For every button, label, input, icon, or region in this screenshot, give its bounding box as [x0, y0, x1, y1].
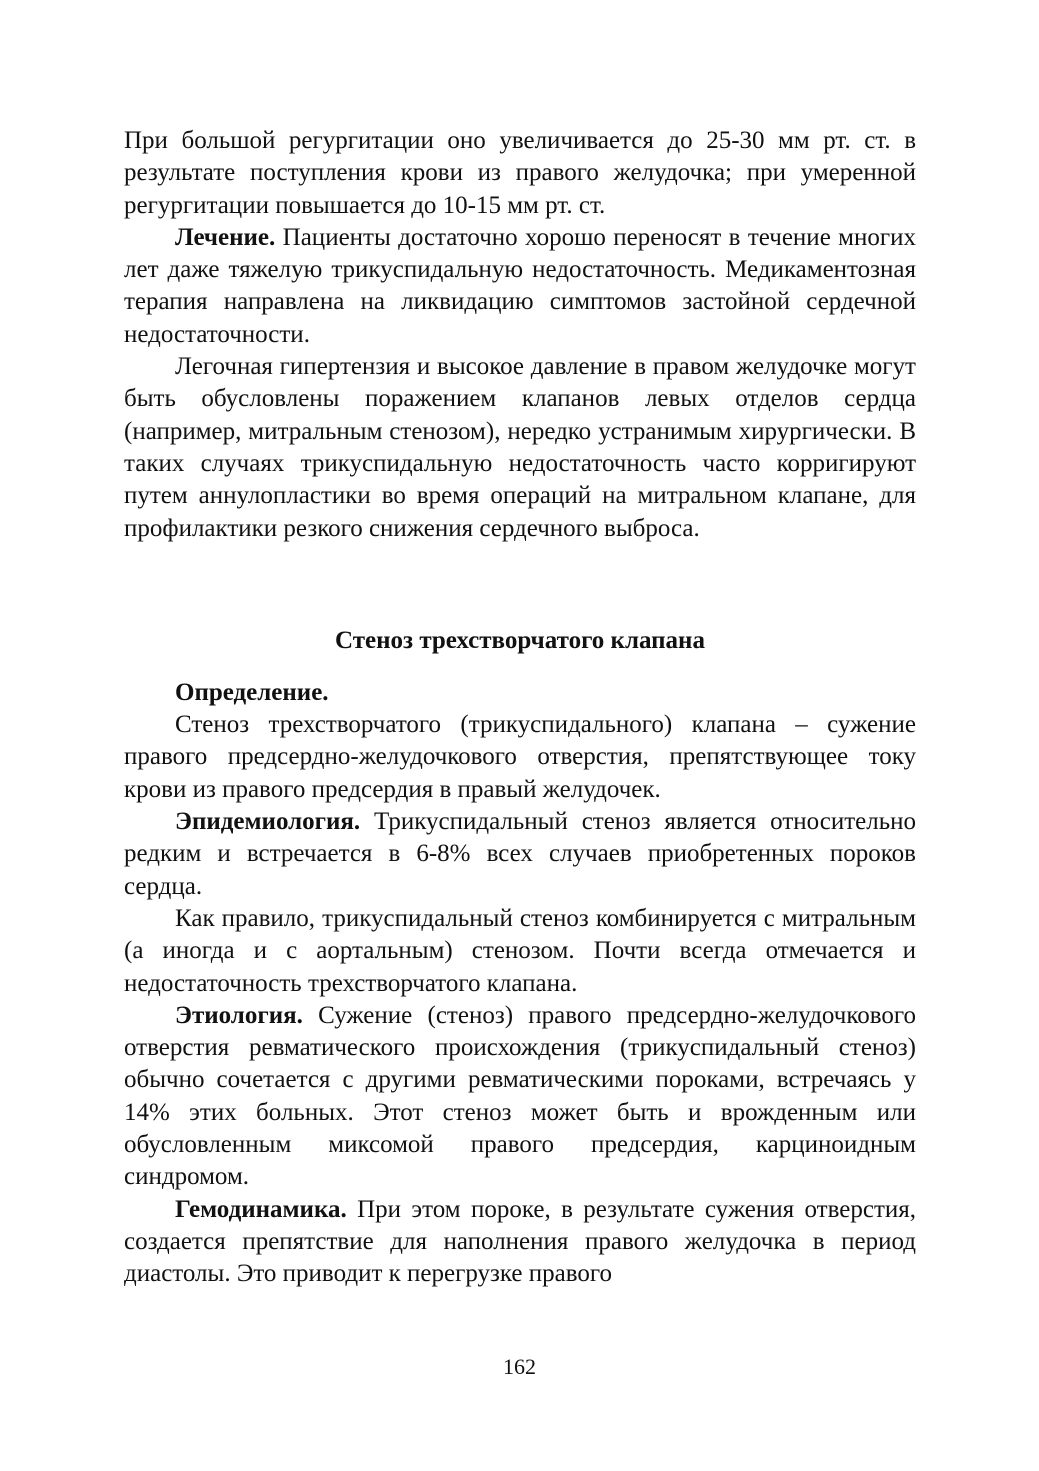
paragraph-treatment [124, 222, 916, 351]
paragraph-text: При этом пороке, в результате сужения отверстия, создается препятствие для наполнения правого желудочка в период диастолы. Это приводит к перегрузке правого [124, 1195, 916, 1288]
page-number: 162 [503, 1354, 536, 1379]
paragraph-text: Стеноз трехстворчатого (трикуспидального) клапана – сужение правого предсердно-желудочкового отверстия, препятствующее току крови из правого предсердия в правый желудочек. [124, 711, 916, 803]
paragraph-text: Пациенты достаточно хорошо переносят в течение многих лет даже тяжелую трикуспидальную недостаточность. Медикаментозная терапия направлена на ликвидацию симптомов застойной сердечной недостаточности. [124, 223, 916, 348]
paragraph-text: Легочная гипертензия и высокое давление в правом желудочке могут быть обусловлены поражением клапанов левых отделов сердца (например, митральным стенозом), нередко устранимым хирургически. В таких случаях трикуспидальную недостаточность часто корригируют путем аннулопластики во время операций на митральном клапане, для профилактики резкого снижения сердечного выброса. [124, 353, 916, 542]
paragraph-pulmonary-hypertension [124, 351, 916, 545]
paragraph-text: Как правило, трикуспидальный стеноз комбинируется с митральным (а иногда и с аортальным) стенозом. Почти всегда отмечается и недостаточность трехстворчатого клапана. [124, 904, 916, 997]
paragraph-text: При большой регургитации оно увеличивается до 25-30 мм рт. ст. в результате поступления крови из правого желудочка; при умеренной регургитации повышается до 10-15 мм рт. ст. [124, 127, 916, 219]
paragraph-definition [124, 709, 916, 806]
paragraph-epidemiology [124, 806, 916, 903]
paragraph-lead: Эпидемиология. [175, 808, 361, 836]
paragraph-lead: Гемодинамика. [175, 1195, 347, 1223]
paragraph-lead: Лечение. [175, 223, 276, 251]
paragraph-combination [124, 903, 916, 1000]
paragraph-hemodynamics [124, 1194, 916, 1291]
paragraph-continuation [124, 125, 916, 222]
paragraph-text: Трикуспидальный стеноз является относительно редким и встречается в 6-8% всех случаев приобретенных пороков сердца. [124, 808, 916, 900]
paragraph-etiology [124, 1000, 916, 1194]
definition-heading: Определение. [175, 678, 329, 706]
paragraph-text: Сужение (стеноз) правого предсердно-желудочкового отверстия ревматического происхождения (трикуспидальный стеноз) обычно сочетается с другими ревматическими пороками, встречаясь у 14% этих больных. Этот стеноз может быть и врожденным или обусловленным миксомой правого предсердия, карциноидным синдромом. [124, 1001, 916, 1191]
paragraph-lead: Этиология. [175, 1001, 303, 1029]
section-title: Стеноз трехстворчатого клапана [335, 626, 705, 654]
page-body [124, 125, 916, 1291]
